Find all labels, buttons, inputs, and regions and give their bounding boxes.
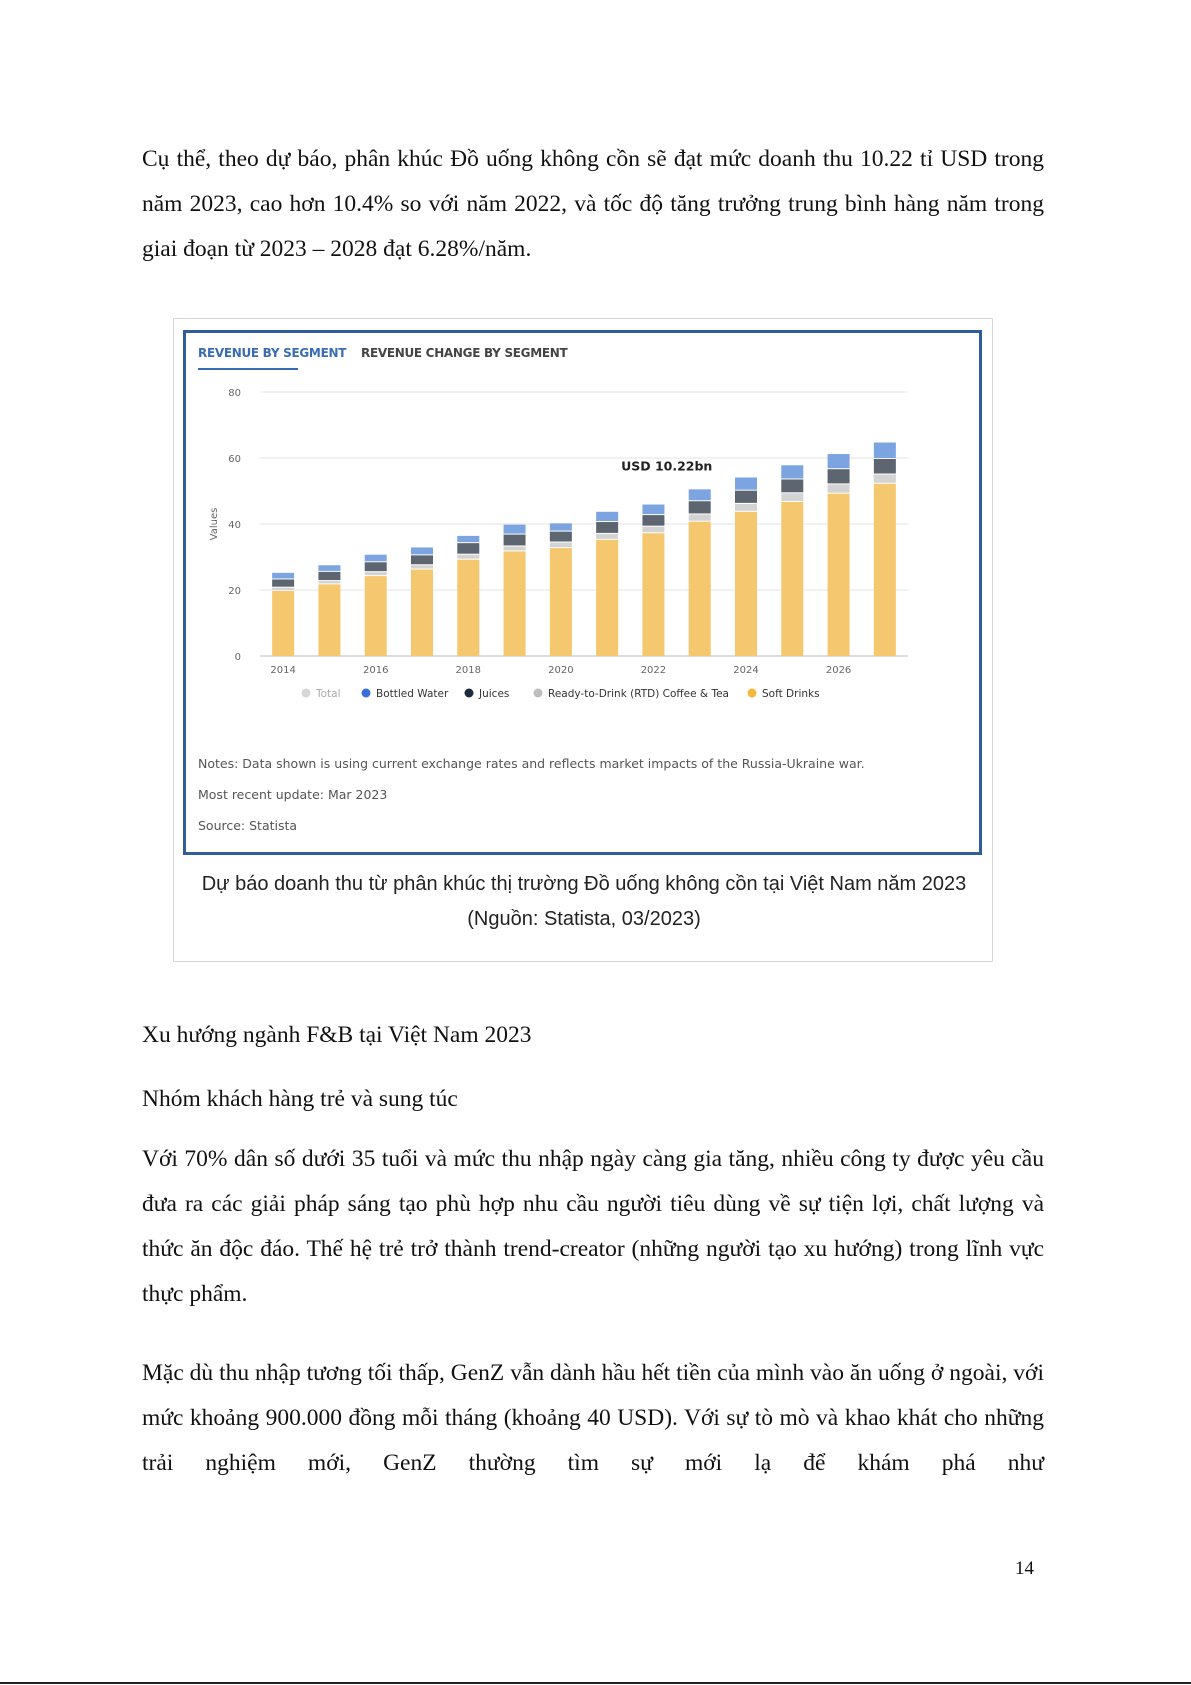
x-tick-label: 2020 bbox=[548, 665, 574, 676]
bar-segment bbox=[642, 533, 664, 656]
bar-segment bbox=[504, 546, 526, 550]
bar-segment bbox=[596, 534, 618, 539]
bar-segment bbox=[457, 536, 479, 542]
bar-segment bbox=[874, 475, 896, 483]
bar-segment bbox=[411, 555, 433, 564]
legend-label: Total bbox=[316, 688, 341, 700]
bar-segment bbox=[596, 512, 618, 521]
bar-segment bbox=[874, 459, 896, 474]
bar-segment bbox=[828, 469, 850, 483]
annotation-label: USD 10.22bn bbox=[621, 458, 713, 474]
bar-segment bbox=[457, 560, 479, 656]
x-tick-label: 2022 bbox=[640, 665, 667, 676]
legend-marker bbox=[465, 689, 474, 698]
legend-label: Juices bbox=[479, 688, 510, 700]
x-tick-label: 2018 bbox=[455, 665, 482, 676]
x-tick-label: 2016 bbox=[362, 665, 389, 676]
bar-segment bbox=[550, 548, 572, 656]
revenue-chart bbox=[186, 333, 979, 852]
bar-segment bbox=[781, 479, 803, 492]
bar-segment bbox=[272, 573, 294, 579]
bar-segment bbox=[735, 477, 757, 489]
paragraph-young-customers: Với 70% dân số dưới 35 tuổi và mức thu nhập ngày càng gia tăng, nhiều công ty được yêu cầu đưa ra các giải pháp sáng tạo phù hợp nhu cầu người tiêu dùng về sự tiện lợi, chất lượng và thức ăn độc đáo. Thế hệ trẻ trở thành trend-creator (những người tạo xu hướng) trong lĩnh vực thực phẩm. bbox=[142, 1146, 1044, 1307]
bar-segment bbox=[550, 532, 572, 542]
bar-segment bbox=[735, 504, 757, 511]
y-axis-label: Values bbox=[209, 507, 220, 541]
bar-segment bbox=[689, 501, 711, 513]
y-tick-label: 80 bbox=[228, 388, 241, 399]
bar-segment bbox=[642, 527, 664, 533]
chart-update: Most recent update: Mar 2023 bbox=[198, 787, 388, 802]
bar-segment bbox=[689, 522, 711, 656]
chart-notes: Notes: Data shown is using current exchange rates and reflects market impacts of the Russia-Ukraine war. bbox=[198, 756, 865, 771]
bar-segment bbox=[411, 565, 433, 568]
bar-segment bbox=[318, 565, 340, 571]
y-tick-label: 0 bbox=[234, 652, 241, 663]
tab-revenue-change-by-segment[interactable]: REVENUE CHANGE BY SEGMENT bbox=[361, 346, 568, 360]
bar-segment bbox=[642, 515, 664, 526]
bar-segment bbox=[550, 542, 572, 547]
x-tick-label: 2014 bbox=[270, 665, 296, 676]
x-tick-label: 2024 bbox=[733, 665, 759, 676]
figure-caption: Dự báo doanh thu từ phân khúc thị trường Đồ uống không cồn tại Việt Nam năm 2023 (Nguồn: Statista, 03/2023) bbox=[201, 873, 967, 930]
legend-marker bbox=[362, 689, 371, 698]
bar-segment bbox=[642, 505, 664, 515]
bar-segment bbox=[781, 493, 803, 501]
x-tick-label: 2026 bbox=[825, 665, 852, 676]
chart-container bbox=[183, 330, 982, 855]
legend-marker bbox=[302, 689, 311, 698]
page-number: 14 bbox=[1015, 1558, 1034, 1579]
bar-segment bbox=[828, 484, 850, 492]
bottom-rule bbox=[0, 1682, 1191, 1684]
legend-label: Bottled Water bbox=[376, 688, 449, 700]
bar-segment bbox=[318, 581, 340, 583]
bar-segment bbox=[874, 443, 896, 459]
bar-segment bbox=[596, 522, 618, 533]
bar-segment bbox=[457, 555, 479, 559]
bar-segment bbox=[828, 494, 850, 656]
subsection-heading: Nhóm khách hàng trẻ và sung túc bbox=[142, 1086, 458, 1112]
intro-paragraph: Cụ thể, theo dự báo, phân khúc Đồ uống không cồn sẽ đạt mức doanh thu 10.22 tỉ USD trong năm 2023, cao hơn 10.4% so với năm 2022, và tốc độ tăng trưởng trung bình hàng năm trong giai đoạn từ 2023 – 2028 đạt 6.28%/năm. bbox=[142, 146, 1044, 262]
bar-segment bbox=[365, 555, 387, 562]
legend-marker bbox=[748, 689, 757, 698]
legend-label: Soft Drinks bbox=[762, 688, 820, 700]
bar-segment bbox=[272, 588, 294, 590]
bar-segment bbox=[365, 572, 387, 575]
bar-segment bbox=[735, 512, 757, 656]
legend-label: Ready-to-Drink (RTD) Coffee & Tea bbox=[548, 688, 729, 700]
bar-segment bbox=[781, 502, 803, 656]
y-tick-label: 60 bbox=[228, 454, 241, 465]
bar-segment bbox=[272, 579, 294, 586]
bar-segment bbox=[272, 591, 294, 656]
bar-segment bbox=[365, 576, 387, 656]
bar-segment bbox=[318, 572, 340, 580]
bar-segment bbox=[504, 535, 526, 546]
bar-segment bbox=[318, 584, 340, 656]
bar-segment bbox=[689, 514, 711, 520]
bar-segment bbox=[781, 465, 803, 478]
bar-segment bbox=[689, 489, 711, 500]
bar-segment bbox=[411, 547, 433, 554]
paragraph-genz: Mặc dù thu nhập tương tối thấp, GenZ vẫn dành hầu hết tiền của mình vào ăn uống ở ngoài, với mức khoảng 900.000 đồng mỗi tháng (khoảng 40 USD). Với sự tò mò và khao khát cho những trải nghiệm mới, GenZ thường tìm sự mới lạ để khám phá như bbox=[142, 1360, 1044, 1476]
bar-segment bbox=[411, 570, 433, 656]
bar-segment bbox=[596, 540, 618, 656]
figure bbox=[173, 318, 993, 962]
legend-marker bbox=[534, 689, 543, 698]
y-tick-label: 20 bbox=[228, 586, 241, 597]
bar-segment bbox=[457, 543, 479, 554]
tab-revenue-by-segment[interactable]: REVENUE BY SEGMENT bbox=[198, 346, 347, 360]
chart-source: Source: Statista bbox=[198, 818, 298, 833]
bar-segment bbox=[550, 523, 572, 530]
bar-segment bbox=[874, 484, 896, 656]
bar-segment bbox=[828, 454, 850, 468]
bar-segment bbox=[365, 562, 387, 571]
bar-segment bbox=[735, 491, 757, 503]
bar-segment bbox=[504, 525, 526, 534]
bar-segment bbox=[504, 551, 526, 656]
section-heading: Xu hướng ngành F&B tại Việt Nam 2023 bbox=[142, 1022, 532, 1048]
y-tick-label: 40 bbox=[228, 520, 241, 531]
